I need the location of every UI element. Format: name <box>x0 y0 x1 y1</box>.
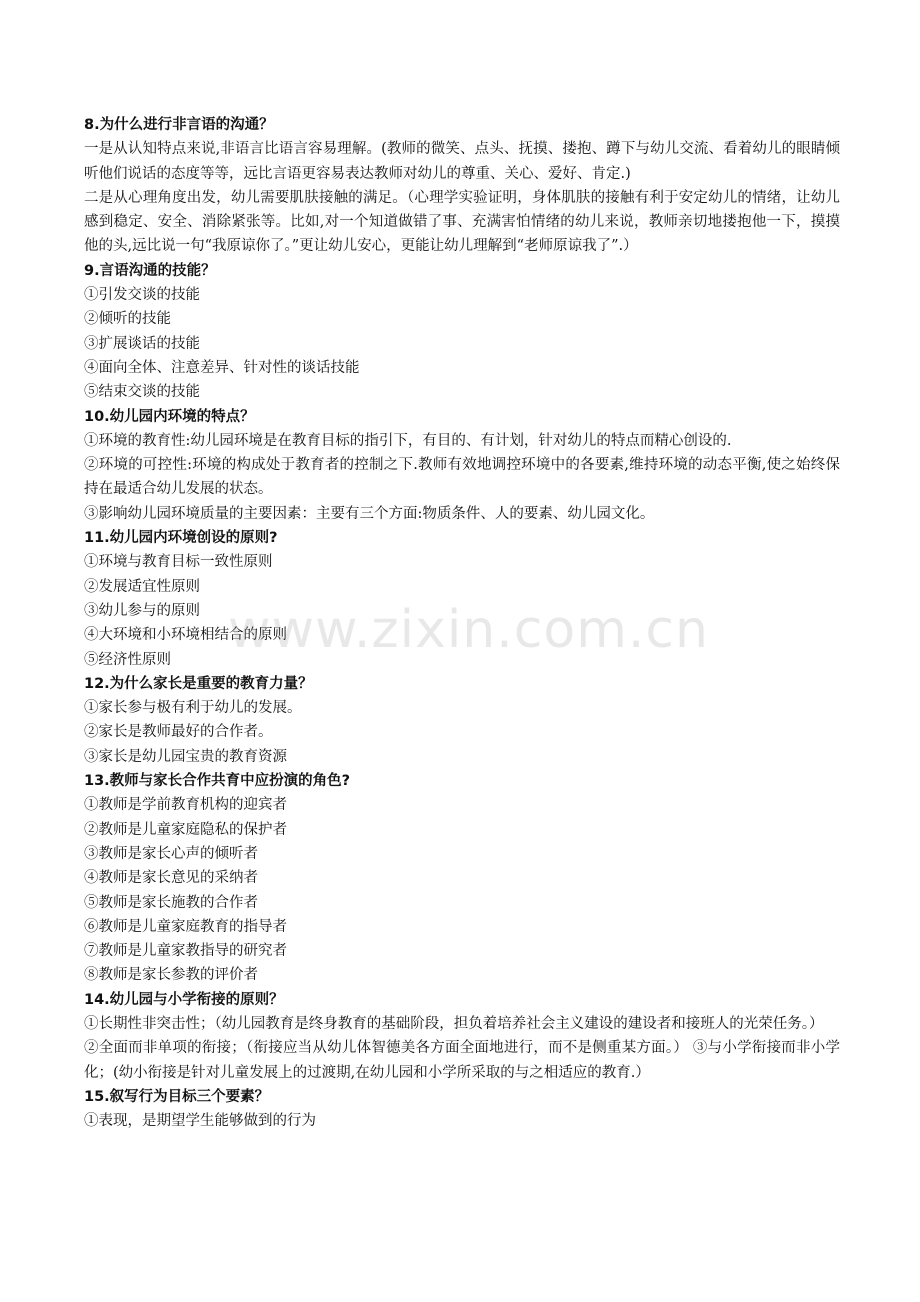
answer-item: ②发展适宜性原则 <box>84 578 200 595</box>
answer-item: ①表现，是期望学生能够做到的行为 <box>84 1113 316 1130</box>
answer-item: ①长期性非突击性；（幼儿园教育是终身教育的基础阶段，担负着培养社会主义建设的建设者和接班人的光荣任务。） <box>84 1015 824 1032</box>
answer-item: ①引发交谈的技能 <box>84 287 200 304</box>
answer-item: ②家长是教师最好的合作者。 <box>84 724 273 741</box>
answer-paragraph: 二是从心理角度出发，幼儿需要肌肤接触的满足。（心理学实验证明，身体肌肤的接触有利于安定幼儿的情绪，让幼儿感到稳定、安全、消除紧张等。比如,对一个知道做错了事、充满害怕情绪的幼儿来说，教师亲切地搂抱他一下，摸摸他的头,远比说一句“我原谅你了。”更让幼儿安心，更能让幼儿理解到“老师原谅我了”.） <box>84 189 840 255</box>
answer-item: ③影响幼儿园环境质量的主要因素：主要有三个方面:物质条件、人的要素、幼儿园文化。 <box>84 505 655 522</box>
section-12 <box>84 672 840 769</box>
answer-item: ③幼儿参与的原则 <box>84 602 200 619</box>
answer-item: ①环境的教育性:幼儿园环境是在教育目标的指引下，有目的、有计划，针对幼儿的特点而精心创设的. <box>84 432 732 449</box>
section-15 <box>84 1085 840 1134</box>
answer-item: ②倾听的技能 <box>84 311 171 328</box>
section-11 <box>84 526 840 672</box>
section-10 <box>84 405 840 526</box>
question-heading: 10.幼儿园内环境的特点？ <box>84 408 255 425</box>
answer-item: ①教师是学前教育机构的迎宾者 <box>84 797 287 814</box>
answer-item: ⑦教师是儿童家教指导的研究者 <box>84 943 287 960</box>
answer-item: ④面向全体、注意差异、针对性的谈话技能 <box>84 359 360 376</box>
answer-item: ①环境与教育目标一致性原则 <box>84 554 273 571</box>
answer-item: ②环境的可控性:环境的构成处于教育者的控制之下.教师有效地调控环境中的各要素,维持环境的动态平衡,使之始终保持在最适合幼儿发展的状态。 <box>84 457 840 498</box>
answer-item: ④大环境和小环境相结合的原则 <box>84 627 287 644</box>
section-8 <box>84 113 840 259</box>
watermark-text: www.zixin.com.cn <box>228 600 709 660</box>
answer-item: ②教师是儿童家庭隐私的保护者 <box>84 821 287 838</box>
section-9 <box>84 259 840 405</box>
question-heading: 15.叙写行为目标三个要素？ <box>84 1088 270 1105</box>
answer-item: ⑤经济性原则 <box>84 651 171 668</box>
answer-paragraph: 一是从认知特点来说,非语言比语言容易理解。(教师的微笑、点头、抚摸、搂抱、蹲下与幼儿交流、看着幼儿的眼睛倾听他们说话的态度等等，远比言语更容易表达教师对幼儿的尊重、关心、爱好、肯定.) <box>84 141 840 182</box>
question-heading: 12.为什么家长是重要的教育力量？ <box>84 675 313 692</box>
question-heading: 9.言语沟通的技能？ <box>84 262 216 279</box>
answer-item: ③家长是幼儿园宝贵的教育资源 <box>84 748 287 765</box>
section-13 <box>84 769 840 988</box>
question-heading: 8.为什么进行非言语的沟通？ <box>84 117 274 133</box>
answer-item: ④教师是家长意见的采纳者 <box>84 870 258 887</box>
answer-item: ⑧教师是家长参教的评价者 <box>84 967 258 984</box>
answer-item: ②全面而非单项的衔接；（衔接应当从幼儿体智德美各方面全面地进行，而不是侧重某方面。） ③与小学衔接而非小学化；(幼小衔接是针对儿童发展上的过渡期,在幼儿园和小学所采取的与之相适应的教育.） <box>84 1040 840 1081</box>
answer-item: ⑤结束交谈的技能 <box>84 384 200 401</box>
answer-item: ③扩展谈话的技能 <box>84 335 200 352</box>
question-heading: 13.教师与家长合作共育中应扮演的角色? <box>84 773 351 790</box>
question-heading: 14.幼儿园与小学衔接的原则？ <box>84 991 284 1008</box>
section-14 <box>84 988 840 1085</box>
answer-item: ⑤教师是家长施教的合作者 <box>84 894 258 911</box>
question-heading: 11.幼儿园内环境创设的原则? <box>84 530 278 547</box>
document-body <box>84 113 840 1133</box>
answer-item: ⑥教师是儿童家庭教育的指导者 <box>84 918 287 935</box>
answer-item: ①家长参与极有利于幼儿的发展。 <box>84 700 302 717</box>
answer-item: ③教师是家长心声的倾听者 <box>84 845 258 862</box>
